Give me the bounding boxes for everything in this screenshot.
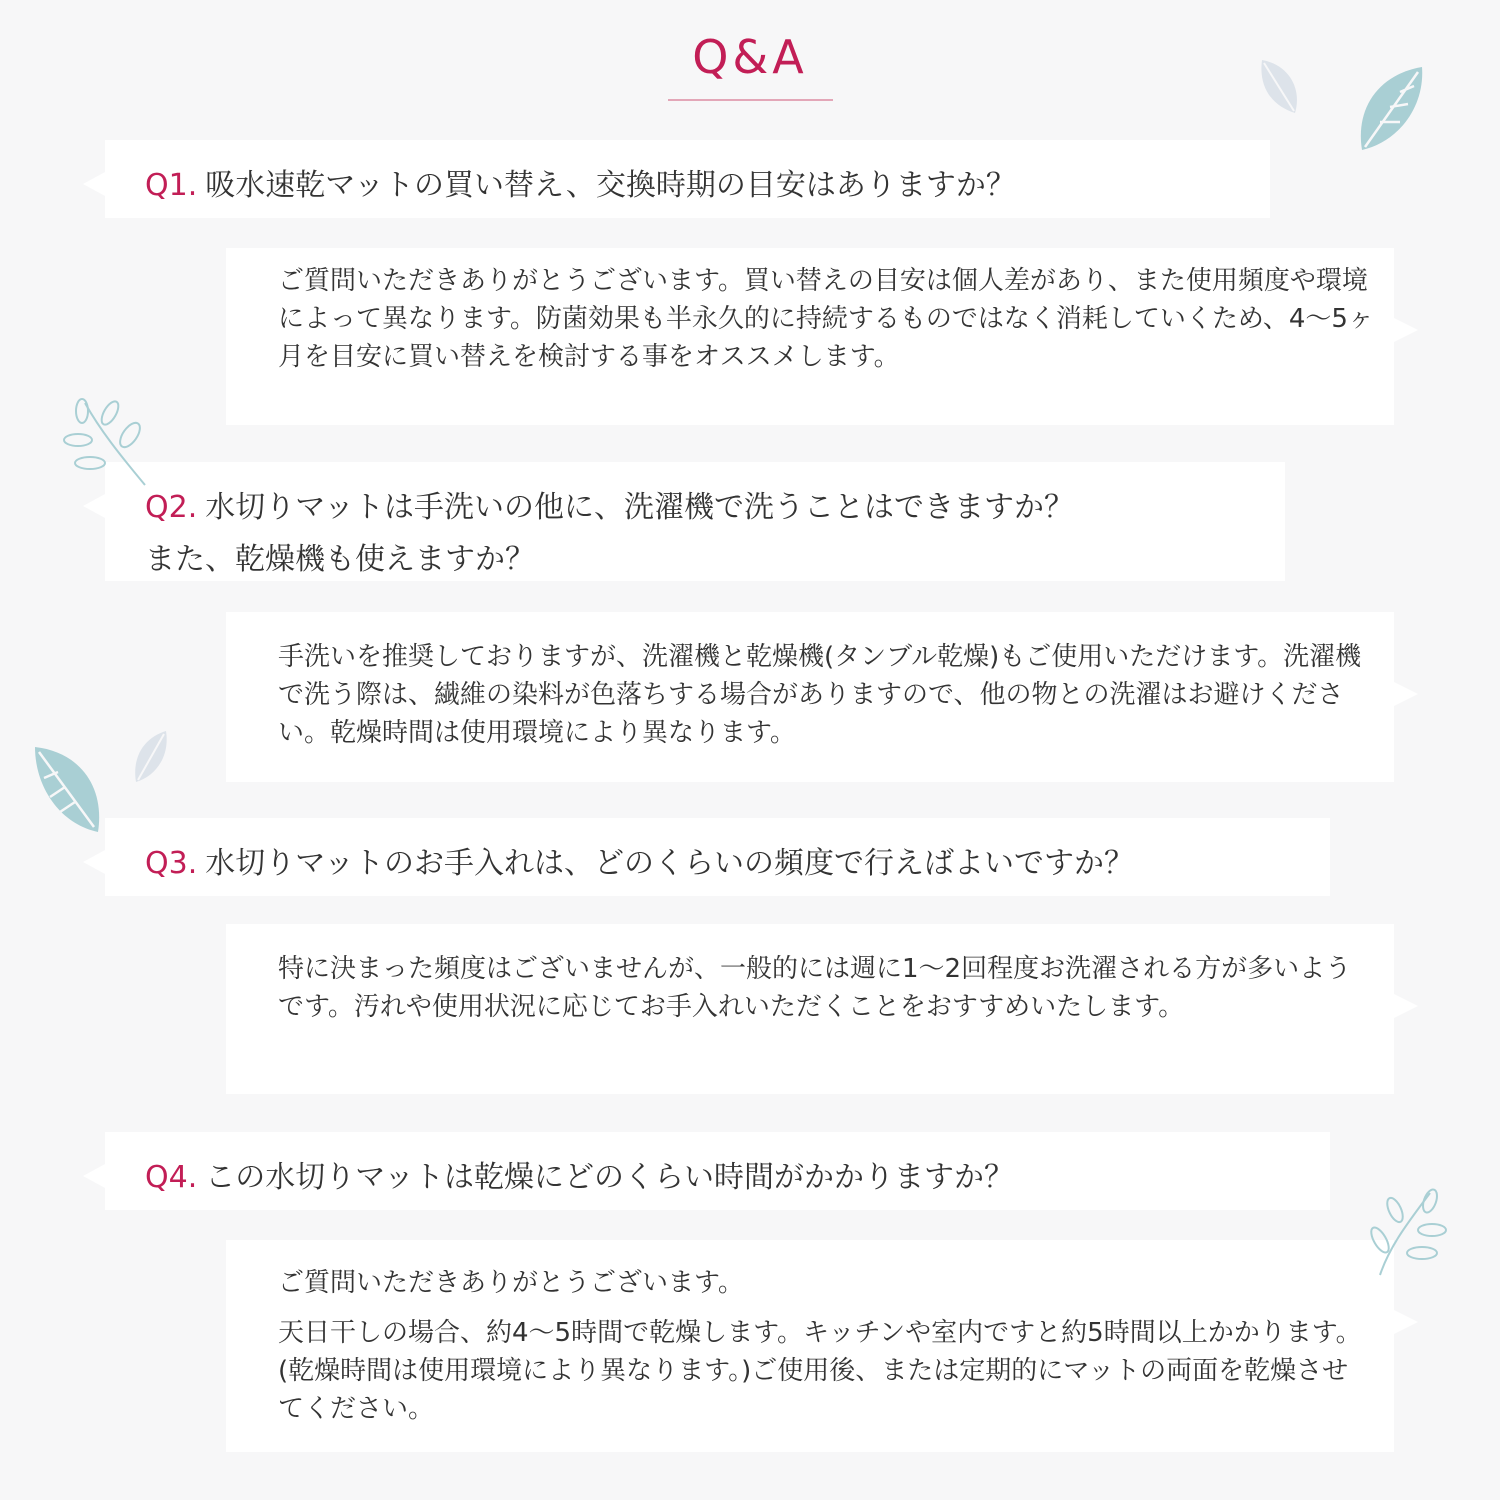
- question-bubble-2: [105, 462, 1285, 581]
- answer-bubble-4: [226, 1240, 1394, 1452]
- answer-text: 手洗いを推奨しておりますが、洗濯機と乾燥機(タンブル乾燥)もご使用いただけます。洗濯機で洗う際は、繊維の染料が色落ちする場合がありますので、他の物との洗濯はお避けください。乾燥時間は使用環境により異なります。: [278, 642, 1362, 748]
- question-bubble-4: [105, 1132, 1330, 1210]
- answer-bubble-2: [226, 612, 1394, 782]
- title-underline: [668, 99, 833, 101]
- answer-bubble-3: [226, 924, 1394, 1094]
- branch-icon: [60, 395, 155, 490]
- branch-icon: [1360, 1185, 1455, 1280]
- answer-bubble-1: [226, 248, 1394, 425]
- leaf-icon: [128, 728, 173, 786]
- page-title: Q&A: [692, 30, 808, 84]
- question-number: Q2.: [145, 490, 198, 525]
- question-number: Q1.: [145, 168, 198, 203]
- answer-text: ご質問いただきありがとうございます。買い替えの目安は個人差があり、また使用頻度や環境によって異なります。防菌効果も半永久的に持続するものではなく消耗していくため、4〜5ヶ月を目安に買い替えを検討する事をオススメします。: [278, 266, 1374, 372]
- question-text: 水切りマットのお手入れは、どのくらいの頻度で行えばよいですか？: [205, 846, 1135, 881]
- leaf-icon: [30, 742, 108, 837]
- leaf-icon: [1350, 62, 1430, 157]
- question-bubble-3: [105, 818, 1330, 896]
- answer-text: 天日干しの場合、約4〜5時間で乾燥します。キッチンや室内ですと約5時間以上かかります。(乾燥時間は使用環境により異なります。)ご使用後、または定期的にマットの両面を乾燥させてください。: [278, 1318, 1362, 1424]
- question-text: 水切りマットは手洗いの他に、洗濯機で洗うことはできますか？: [205, 490, 1075, 525]
- question-text: 吸水速乾マットの買い替え、交換時期の目安はありますか？: [205, 168, 1016, 203]
- question-number: Q3.: [145, 846, 198, 881]
- question-text: また、乾燥機も使えますか？: [145, 542, 535, 577]
- question-bubble-1: [105, 140, 1270, 218]
- answer-text: ご質問いただきありがとうございます。: [278, 1268, 744, 1298]
- leaf-icon: [1250, 55, 1310, 120]
- question-number: Q4.: [145, 1160, 198, 1195]
- answer-text: 特に決まった頻度はございませんが、一般的には週に1〜2回程度お洗濯される方が多いようです。汚れや使用状況に応じてお手入れいただくことをおすすめいたします。: [278, 954, 1352, 1022]
- question-text: この水切りマットは乾燥にどのくらい時間がかかりますか？: [205, 1160, 1015, 1195]
